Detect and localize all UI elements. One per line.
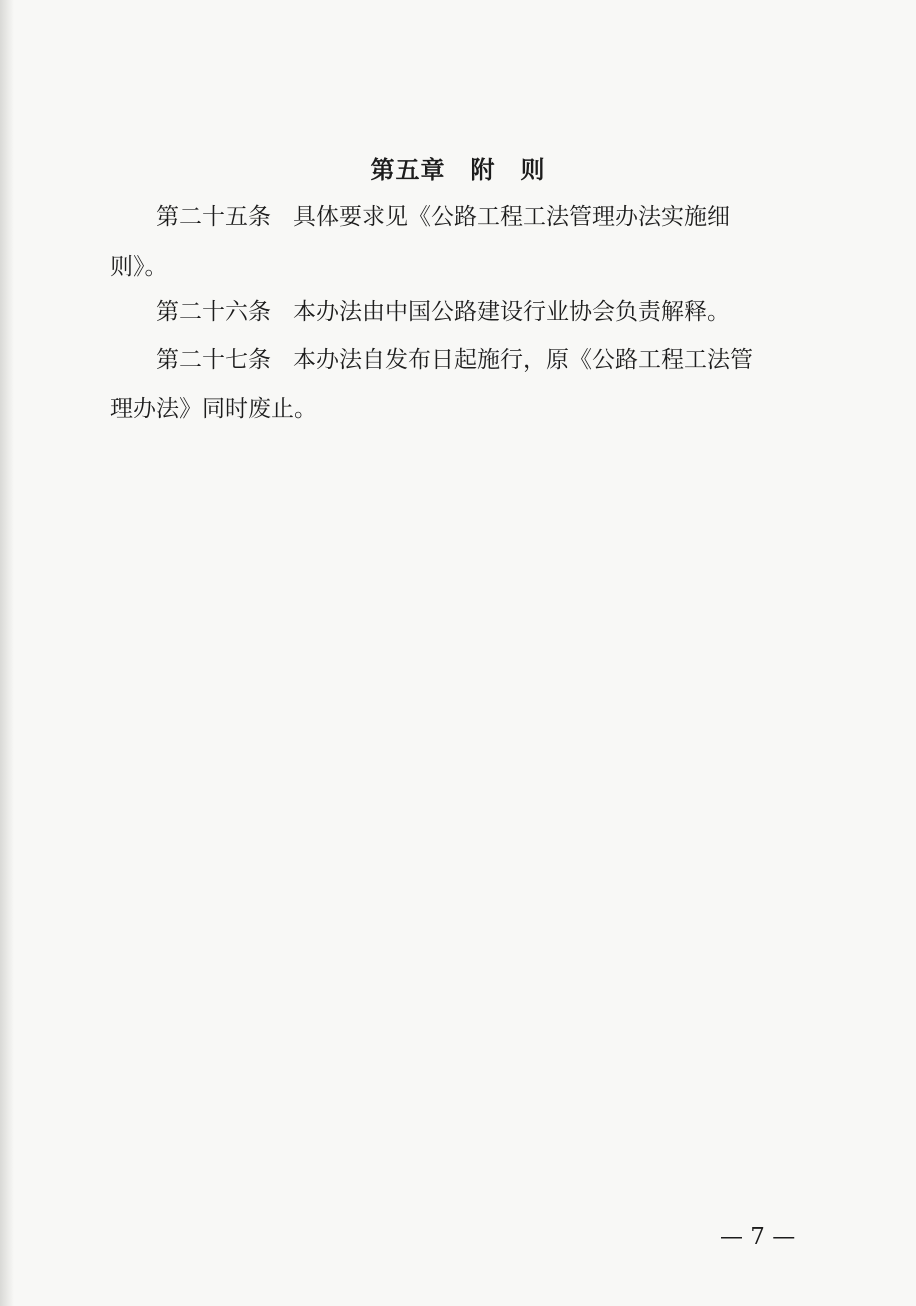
article-25-first-line bbox=[156, 206, 730, 229]
article-27-first-line bbox=[156, 349, 753, 372]
article-27-continuation: 理办法》同时废止。 bbox=[110, 396, 317, 422]
article-27-text-1: 本办法自发布日起施行，原《公路工程工法管 bbox=[292, 347, 753, 373]
article-26-number: 第二十六条 bbox=[156, 299, 271, 325]
article-26-text-1: 本办法由中国公路建设行业协会负责解释。 bbox=[292, 299, 730, 325]
page-number: — 7 — bbox=[720, 1224, 796, 1250]
chapter-title: 第五章 附 则 bbox=[370, 156, 546, 184]
article-27-number: 第二十七条 bbox=[156, 347, 271, 373]
article-25-continuation: 则》。 bbox=[110, 254, 168, 280]
binding-shadow bbox=[0, 0, 14, 1306]
article-25-number: 第二十五条 bbox=[156, 204, 271, 230]
article-26-line bbox=[156, 301, 730, 324]
article-25-text-1: 具体要求见《公路工程工法管理办法实施细 bbox=[292, 204, 730, 230]
